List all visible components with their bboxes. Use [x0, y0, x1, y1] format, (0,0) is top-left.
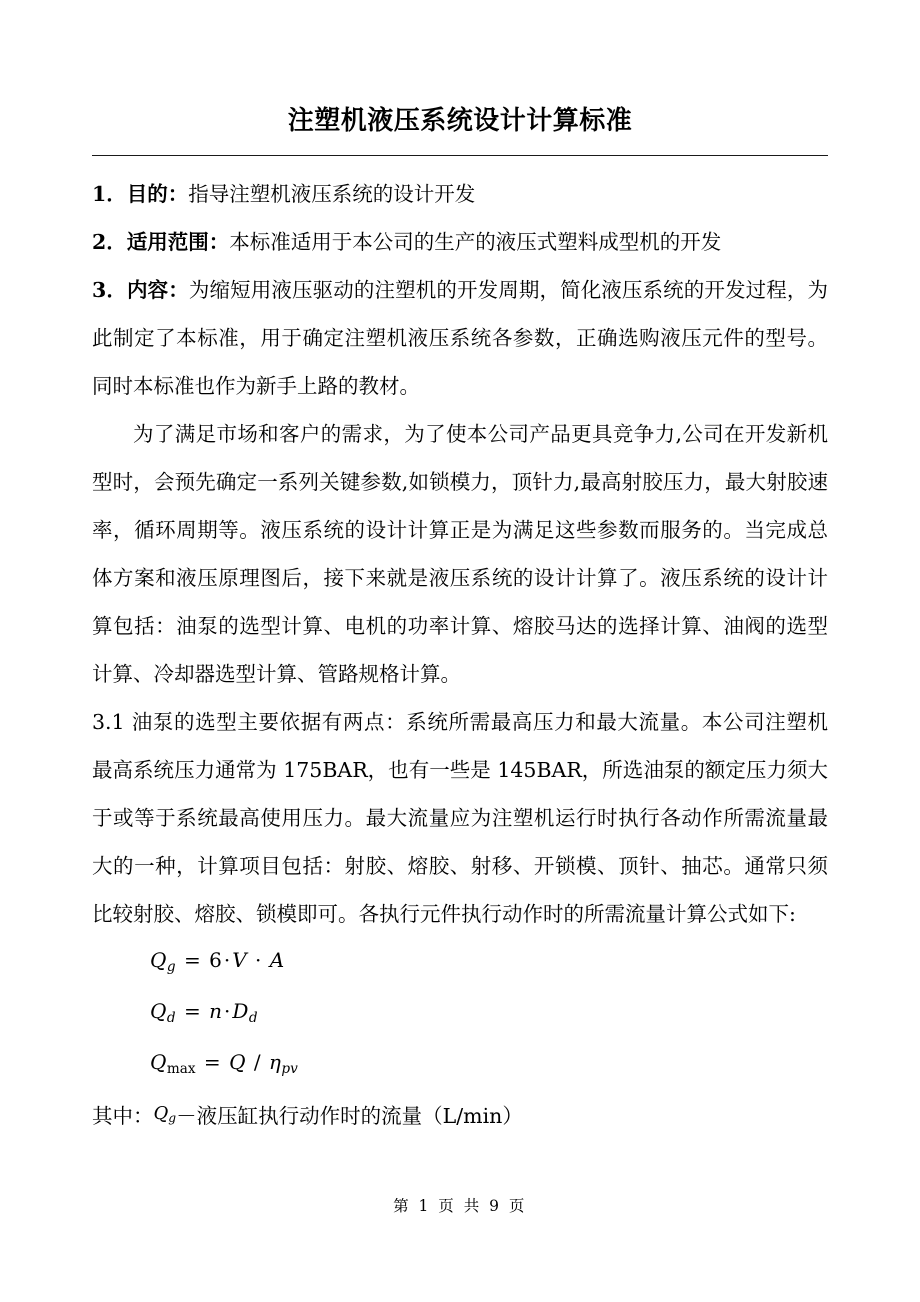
clause-2	[92, 218, 828, 266]
clause-1-number: 1．	[92, 182, 127, 207]
where-description: －液压缸执行动作时的流量（L/min）	[176, 1103, 523, 1128]
clause-2-number: 2．	[92, 230, 127, 255]
clause-2-text: 本标准适用于本公司的生产的液压式塑料成型机的开发	[229, 230, 722, 255]
where-symbol: $Q_g$	[153, 1102, 177, 1125]
clause-1-label: 目的：	[126, 182, 189, 207]
clause-3	[92, 266, 828, 410]
body-paragraph-1: 为了满足市场和客户的需求，为了使本公司产品更具竞争力,公司在开发新机型时，会预先确定一系列关键参数,如锁模力，顶针力,最高射胶压力，最大射胶速率，循环周期等。液压系统的设计计算正是为满足这些参数而服务的。当完成总体方案和液压原理图后，接下来就是液压系统的设计计算了。液压系统的设计计算包括：油泵的选型计算、电机的功率计算、熔胶马达的选择计算、油阀的选型计算、冷却器选型计算、管路规格计算。	[92, 422, 828, 687]
page-content	[92, 0, 828, 1141]
clause-1-text: 指导注塑机液压系统的设计开发	[188, 182, 476, 207]
formula-block	[92, 938, 828, 1090]
clause-3-text: 为缩短用液压驱动的注塑机的开发周期，简化液压系统的开发过程，为此制定了本标准，用于确定注塑机液压系统各参数，正确选购液压元件的型号。同时本标准也作为新手上路的教材。	[92, 278, 829, 399]
clause-3-label: 内容：	[127, 278, 189, 303]
formula-qd: $Q_d = n \cdot D_d$	[150, 998, 258, 1026]
body-paragraph-2: 3.1 油泵的选型主要依据有两点：系统所需最高压力和最大流量。本公司注塑机最高系统压力通常为 175BAR，也有一些是 145BAR，所选油泵的额定压力须大于或等于系统最高使用压力。最大流量应为注塑机运行时执行各动作所需流量最大的一种，计算项目包括：射胶、熔胶、射移、开锁模、顶针、抽芯。通常只须比较射胶、熔胶、锁模即可。各执行元件执行动作时的所需流量计算公式如下:	[92, 710, 828, 927]
where-definition-line	[92, 1091, 828, 1141]
page-footer: 第 1 页 共 9 页	[393, 1197, 527, 1215]
title-divider	[92, 155, 828, 156]
formula-qmax: $Q_{max} = Q / \eta_{pv}$	[150, 1049, 298, 1077]
formula-qg: $Q_g = 6 \cdot V \cdot A$	[150, 948, 285, 975]
clause-3-number: 3．	[92, 278, 128, 303]
clause-2-label: 适用范围：	[126, 230, 230, 255]
where-prefix: 其中：	[92, 1103, 154, 1128]
clause-1	[92, 170, 828, 218]
page-title: 注塑机液压系统设计计算标准	[287, 106, 633, 136]
